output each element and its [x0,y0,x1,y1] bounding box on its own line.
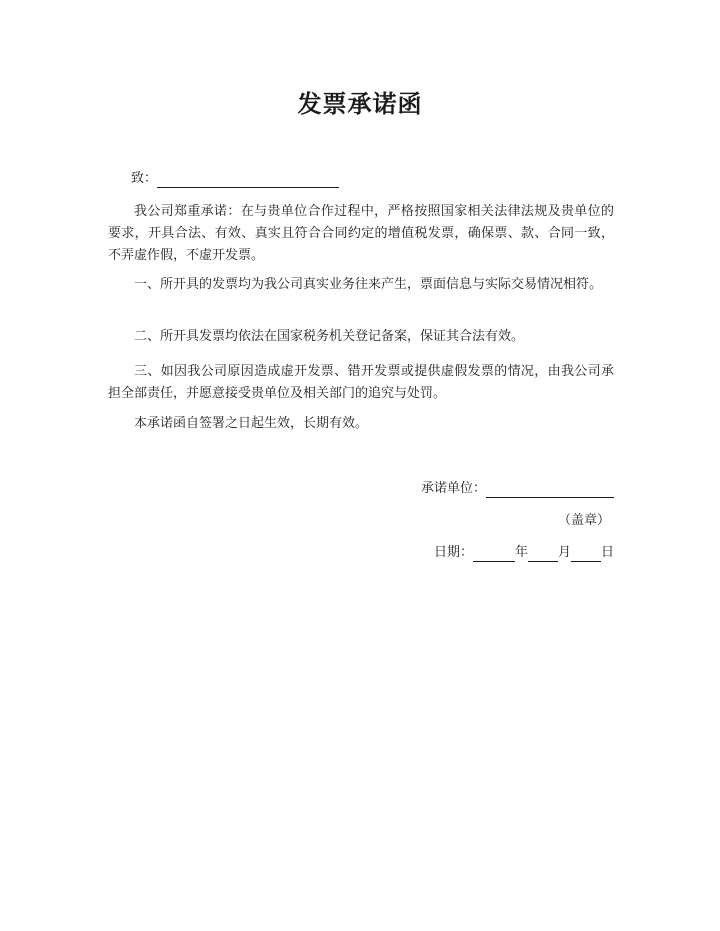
recipient-label: 致： [131,171,158,186]
seal-label: （盖章） [557,513,610,528]
paragraph-item-2: 二、所开具发票均依法在国家税务机关登记备案，保证其合法有效。 [134,329,525,344]
date-label: 日期： [433,545,473,560]
document-title: 发票承诺函 [297,90,423,118]
month-blank [528,547,558,562]
date-line [434,544,614,562]
signing-unit-blank [486,483,614,498]
day-label: 日 [600,545,614,560]
signing-unit-line [421,480,614,498]
day-blank [571,547,601,562]
recipient-line [131,170,339,188]
paragraph-item-1: 一、所开具的发票均为我公司真实业务往来产生，票面信息与实际交易情况相符。 [134,277,603,292]
month-label: 月 [557,545,571,560]
paragraph-item-3: 三、如因我公司原因造成虚开发票、错开发票或提供虚假发票的情况，由我公司承担全部责任，并愿意接受贵单位及相关部门的追究与处罚。 [108,364,614,401]
paragraph-intro: 我公司郑重承诺：在与贵单位合作过程中，严格按照国家相关法律法规及贵单位的要求，开具合法、有效、真实且符合合同约定的增值税发票，确保票、款、合同一致，不弄虚作假，不虚开发票。 [108,204,614,263]
signing-unit-label: 承诺单位： [420,481,486,496]
year-label: 年 [514,545,528,560]
year-blank [473,547,515,562]
recipient-blank [157,173,339,188]
paragraph-effective: 本承诺函自签署之日起生效，长期有效。 [134,416,369,431]
